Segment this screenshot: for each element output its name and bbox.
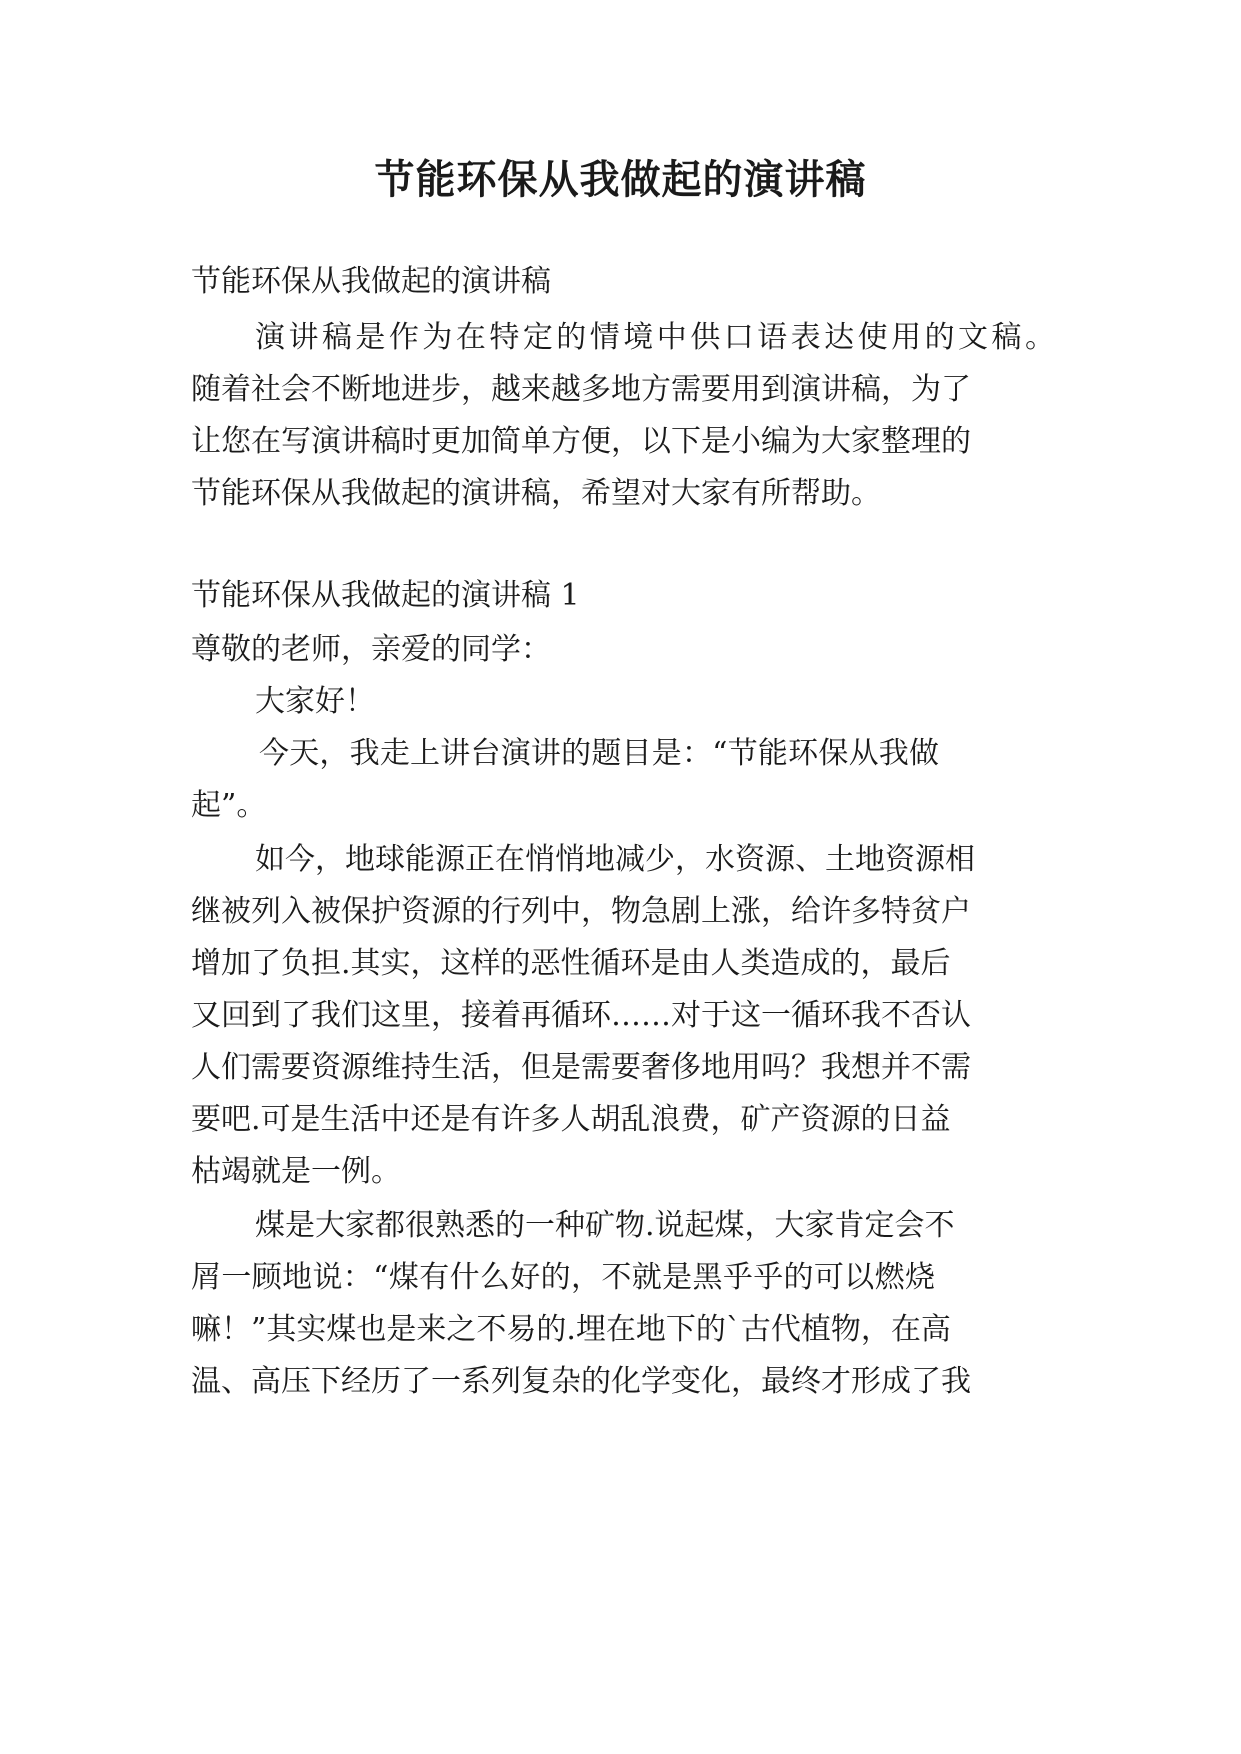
paragraph-line: 节能环保从我做起的演讲稿，希望对大家有所帮助。 — [191, 476, 881, 511]
paragraph-line: 起”。 — [191, 788, 267, 823]
paragraph-line: 今天，我走上讲台演讲的题目是：“节能环保从我做 — [259, 736, 939, 771]
paragraph-line: 随着社会不断地进步，越来越多地方需要用到演讲稿，为了 — [191, 372, 971, 407]
paragraph-line: 嘛！”其实煤也是来之不易的.埋在地下的`古代植物，在高 — [191, 1312, 951, 1347]
greeting: 大家好！ — [255, 684, 375, 719]
section-heading: 节能环保从我做起的演讲稿 1 — [191, 578, 580, 613]
section-heading: 节能环保从我做起的演讲稿 — [191, 264, 551, 299]
paragraph-line: 又回到了我们这里，接着再循环……对于这一循环我不否认 — [191, 998, 971, 1033]
paragraph-line: 演讲稿是作为在特定的情境中供口语表达使用的文稿。 — [255, 320, 1055, 355]
paragraph-line: 温、高压下经历了一系列复杂的化学变化，最终才形成了我 — [191, 1364, 971, 1399]
paragraph-line: 煤是大家都很熟悉的一种矿物.说起煤，大家肯定会不 — [255, 1208, 955, 1243]
paragraph-line: 如今，地球能源正在悄悄地减少，水资源、土地资源相 — [255, 842, 975, 877]
paragraph-line: 让您在写演讲稿时更加简单方便，以下是小编为大家整理的 — [191, 424, 971, 459]
paragraph-line: 人们需要资源维持生活，但是需要奢侈地用吗？我想并不需 — [191, 1050, 971, 1085]
paragraph-line: 要吧.可是生活中还是有许多人胡乱浪费，矿产资源的日益 — [191, 1102, 951, 1137]
document-title: 节能环保从我做起的演讲稿 — [374, 157, 867, 203]
paragraph-line: 继被列入被保护资源的行列中，物急剧上涨，给许多特贫户 — [191, 894, 971, 929]
paragraph-line: 屑一顾地说：“煤有什么好的，不就是黑乎乎的可以燃烧 — [191, 1260, 935, 1295]
paragraph-line: 枯竭就是一例。 — [191, 1154, 401, 1189]
salutation: 尊敬的老师，亲爱的同学： — [191, 632, 551, 667]
paragraph-line: 增加了负担.其实，这样的恶性循环是由人类造成的，最后 — [191, 946, 951, 981]
